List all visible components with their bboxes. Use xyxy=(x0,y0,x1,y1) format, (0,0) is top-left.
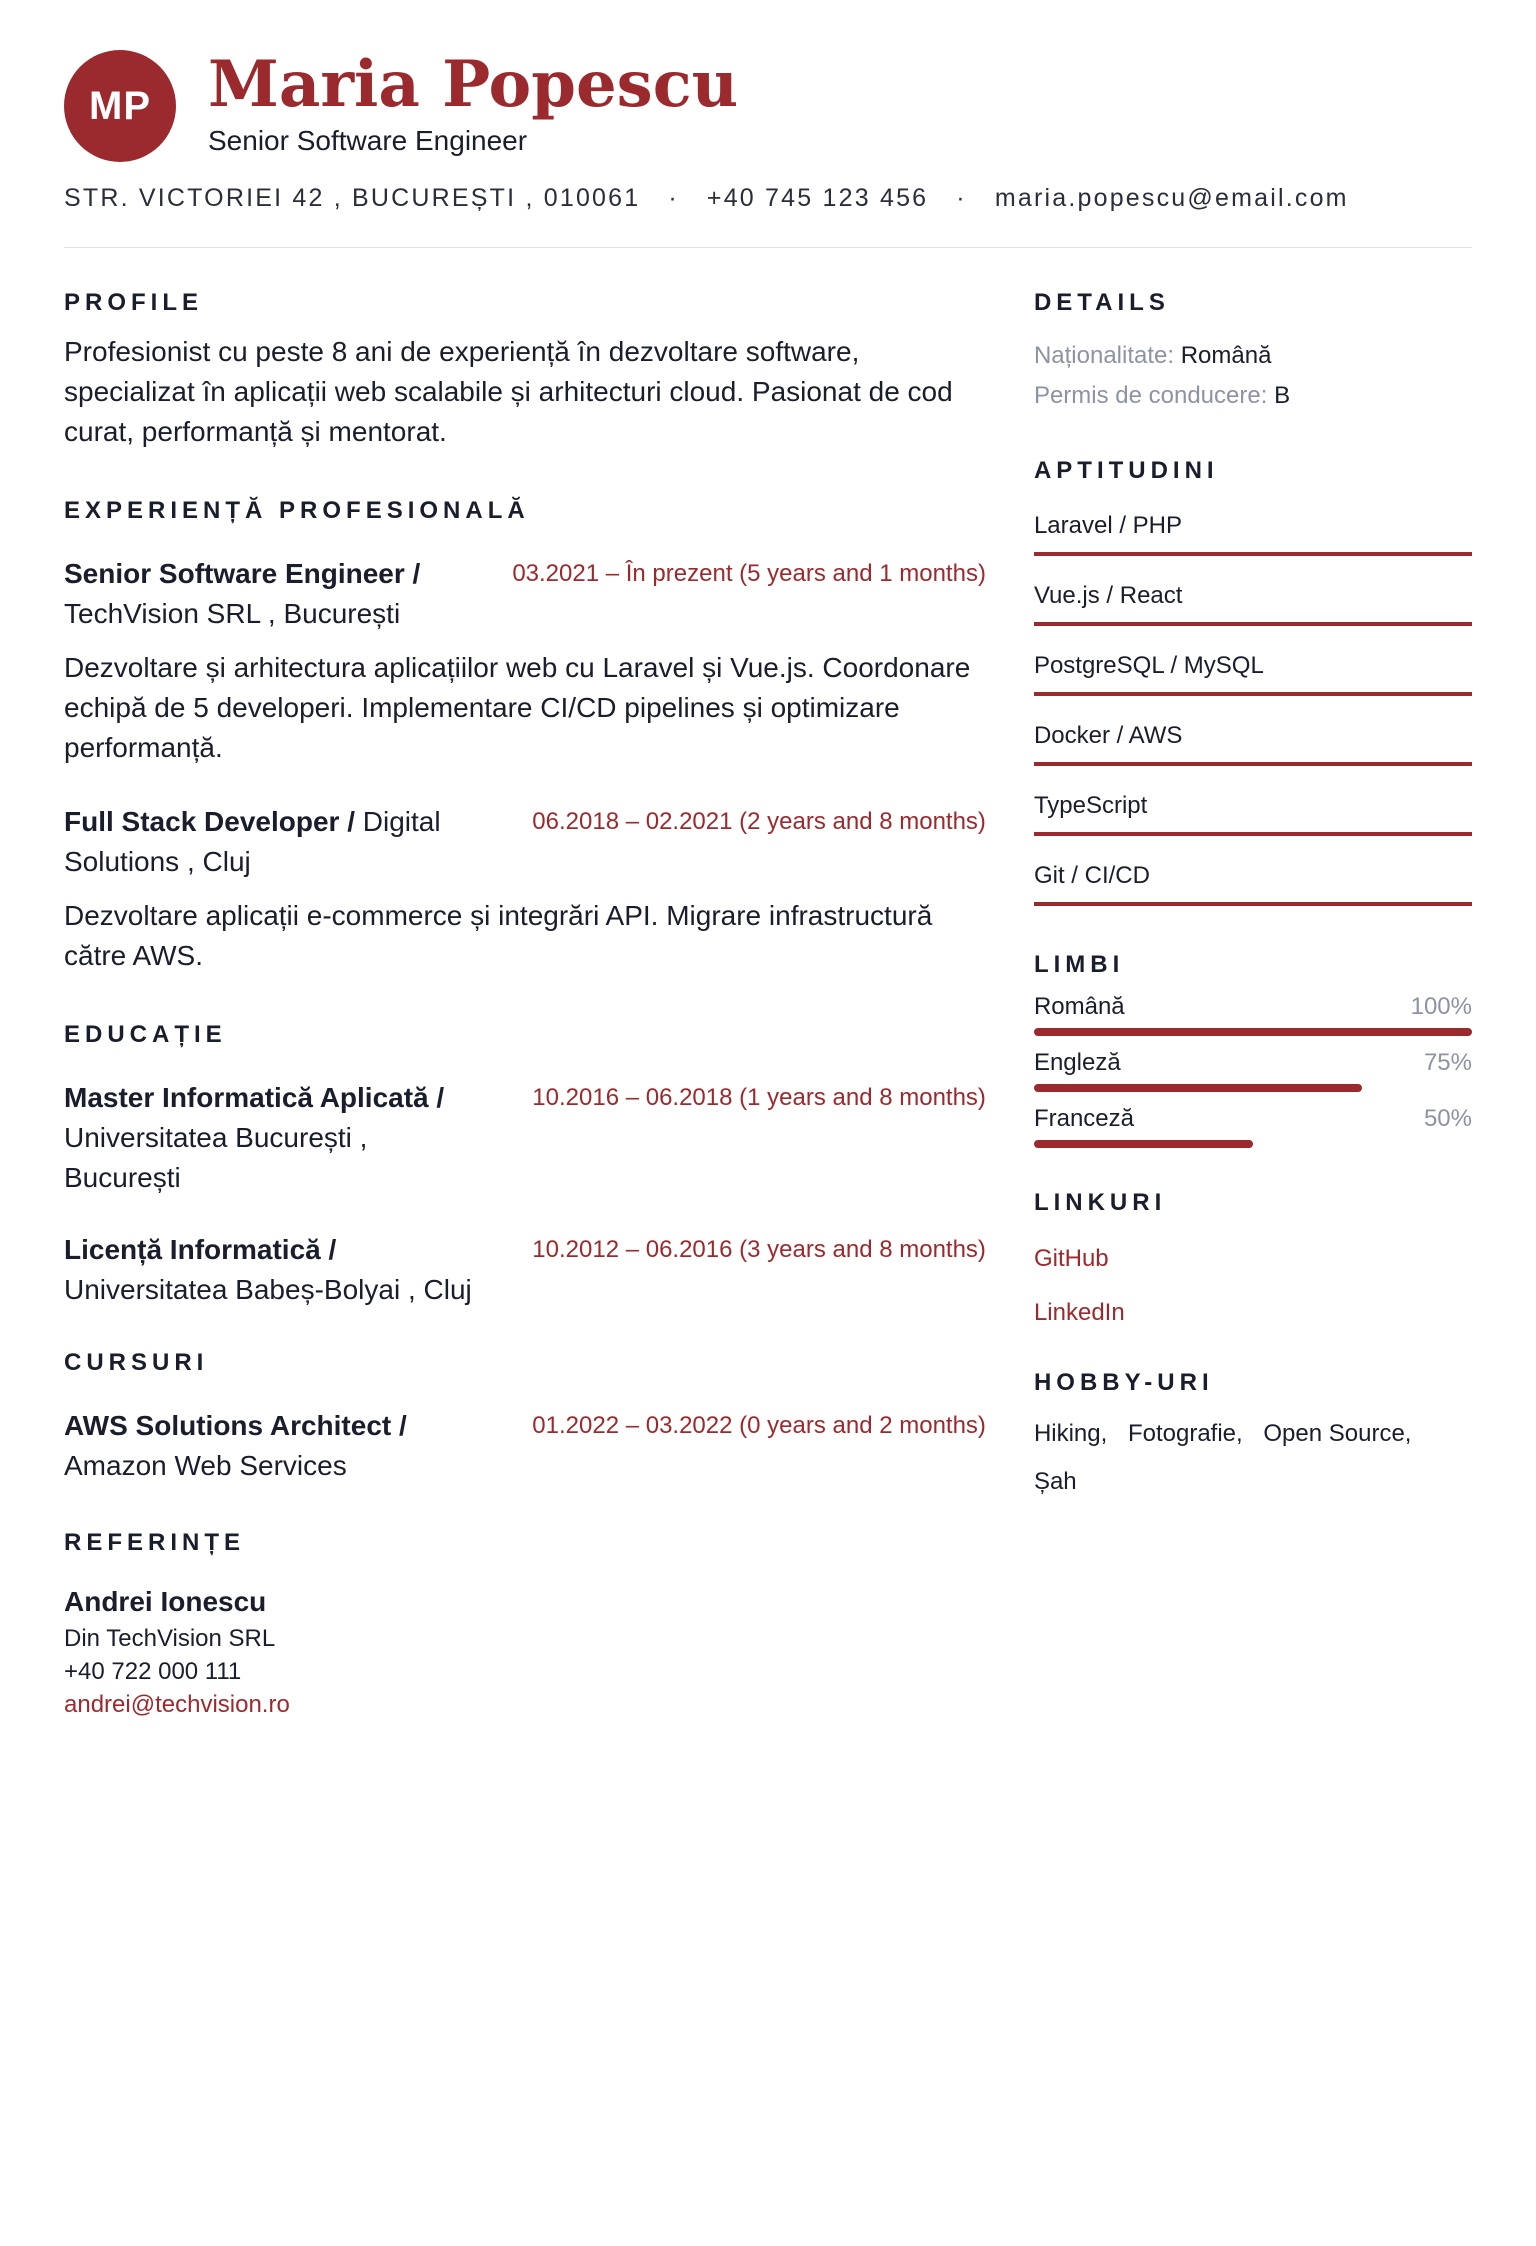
links-section xyxy=(1034,1188,1472,1340)
entry-role: AWS Solutions Architect xyxy=(64,1410,392,1441)
entry-org: TechVision SRL , București xyxy=(64,598,401,629)
entry-slash: / xyxy=(320,1234,337,1265)
links-list xyxy=(1034,1232,1472,1340)
language-percent: 50% xyxy=(1423,1105,1472,1132)
entry-role: Senior Software Engineer xyxy=(64,558,405,589)
education-entry xyxy=(64,1230,986,1310)
avatar-initials: MP xyxy=(89,83,151,128)
skill-underline xyxy=(1034,622,1472,626)
entry-org: Universitatea Babeș-Bolyai , Cluj xyxy=(64,1274,472,1305)
header-divider xyxy=(64,247,1472,248)
language-bar-track xyxy=(1034,1028,1472,1036)
detail-license xyxy=(1034,376,1472,416)
skill-underline xyxy=(1034,902,1472,906)
details-list xyxy=(1034,336,1472,416)
profile-text: Profesionist cu peste 8 ani de experiență în dezvoltare software, specializat în aplicații web scalabile și arhitecturi cloud. Pasionat de cod curat, performanță și mentorat. xyxy=(64,336,953,447)
experience-entry xyxy=(64,802,986,976)
entry-title xyxy=(64,1230,484,1310)
reference-company: Din TechVision SRL xyxy=(64,1625,276,1652)
section-title-education: EDUCAȚIE xyxy=(64,1021,227,1048)
skill-underline xyxy=(1034,832,1472,836)
entry-org: Amazon Web Services xyxy=(64,1450,347,1481)
section-title-hobbies: HOBBY-URI xyxy=(1033,1369,1214,1396)
language-item xyxy=(1034,990,1472,1036)
detail-label: Naționalitate: xyxy=(1033,342,1175,369)
language-percent: 100% xyxy=(1410,993,1472,1020)
skill-underline xyxy=(1034,552,1472,556)
skill-underline xyxy=(1034,692,1472,696)
hobby-item: Open Source, xyxy=(1263,1420,1412,1447)
sidebar-column xyxy=(1034,288,1472,1721)
references-section xyxy=(64,1528,986,1721)
language-name: Engleză xyxy=(1033,1049,1121,1076)
detail-nationality xyxy=(1034,336,1472,376)
contact-email[interactable]: maria.popescu@email.com xyxy=(994,184,1349,212)
skills-section xyxy=(1034,456,1472,906)
contact-line xyxy=(64,184,1472,213)
person-name: Maria Popescu xyxy=(208,47,739,122)
entry-date: 10.2016 – 06.2018 (1 years and 8 months) xyxy=(532,1084,986,1111)
language-item xyxy=(1034,1046,1472,1092)
header-text xyxy=(208,47,739,157)
entry-role: Full Stack Developer xyxy=(64,806,340,837)
entry-description: Dezvoltare și arhitectura aplicațiilor web cu Laravel și Vue.js. Coordonare echipă de 5 developeri. Implementare CI/CD pipelines și optimizare performanță. xyxy=(64,652,971,763)
entry-org: Digital Solutions , Cluj xyxy=(64,806,441,877)
skill-item xyxy=(1034,492,1472,556)
entry-title xyxy=(64,1406,484,1486)
skill-name: Git / CI/CD xyxy=(1033,862,1150,889)
contact-separator: · xyxy=(668,184,679,212)
entry-date: 06.2018 – 02.2021 (2 years and 8 months) xyxy=(532,808,986,835)
skills-list xyxy=(1034,492,1472,906)
entry-org: Universitatea București , București xyxy=(64,1122,368,1193)
language-bar-track xyxy=(1034,1140,1472,1148)
education-section xyxy=(64,1020,986,1310)
details-section xyxy=(1034,288,1472,416)
section-title-profile: PROFILE xyxy=(64,289,204,316)
section-title-skills: APTITUDINI xyxy=(1033,457,1219,484)
section-title-details: DETAILS xyxy=(1033,289,1170,316)
entry-description: Dezvoltare aplicații e-commerce și integrări API. Migrare infrastructură către AWS. xyxy=(64,900,933,971)
language-percent: 75% xyxy=(1423,1049,1472,1076)
section-title-links: LINKURI xyxy=(1033,1189,1167,1216)
entry-title xyxy=(64,802,484,882)
language-bar-fill xyxy=(1034,1140,1253,1148)
link-linkedin[interactable]: LinkedIn xyxy=(1033,1299,1125,1326)
skill-item xyxy=(1034,632,1472,696)
section-title-references: REFERINȚE xyxy=(64,1529,246,1556)
entry-slash: / xyxy=(404,558,421,589)
person-role: Senior Software Engineer xyxy=(208,125,528,156)
entry-slash: / xyxy=(428,1082,445,1113)
hobby-item: Hiking, xyxy=(1033,1420,1108,1447)
resume-header xyxy=(64,47,1472,162)
entry-slash: / xyxy=(339,806,363,837)
entry-title xyxy=(64,1078,464,1198)
reference-phone[interactable]: +40 722 000 111 xyxy=(64,1658,242,1685)
section-title-experience: EXPERIENȚĂ PROFESIONALĂ xyxy=(64,497,530,524)
entry-slash: / xyxy=(391,1410,407,1441)
contact-separator: · xyxy=(956,184,967,212)
skill-name: Vue.js / React xyxy=(1033,582,1183,609)
detail-value: Română xyxy=(1180,342,1272,369)
detail-label: Permis de conducere: xyxy=(1033,382,1268,409)
skill-item xyxy=(1034,842,1472,906)
reference-name: Andrei Ionescu xyxy=(64,1586,267,1617)
courses-section xyxy=(64,1348,986,1486)
entry-date: 10.2012 – 06.2016 (3 years and 8 months) xyxy=(532,1236,986,1263)
education-entry xyxy=(64,1078,986,1198)
contact-address: STR. VICTORIEI 42 , BUCUREȘTI , 010061 xyxy=(64,184,641,212)
entry-role: Licență Informatică xyxy=(64,1234,321,1265)
hobby-item: Fotografie, xyxy=(1127,1420,1243,1447)
entry-title xyxy=(64,554,484,634)
language-name: Română xyxy=(1033,993,1125,1020)
section-title-courses: CURSURI xyxy=(64,1349,209,1376)
language-bar-fill xyxy=(1034,1028,1472,1036)
skill-underline xyxy=(1034,762,1472,766)
skill-item xyxy=(1034,562,1472,626)
skill-name: TypeScript xyxy=(1033,792,1148,819)
skill-name: Laravel / PHP xyxy=(1033,512,1183,539)
contact-phone[interactable]: +40 745 123 456 xyxy=(706,184,929,212)
profile-section xyxy=(64,288,986,452)
language-bar-fill xyxy=(1034,1084,1363,1092)
languages-list xyxy=(1034,990,1472,1148)
entry-date: 01.2022 – 03.2022 (0 years and 2 months) xyxy=(532,1412,986,1439)
section-title-languages: LIMBI xyxy=(1033,951,1125,978)
skill-item xyxy=(1034,772,1472,836)
course-entry xyxy=(64,1406,986,1486)
skill-item xyxy=(1034,702,1472,766)
reference-email[interactable]: andrei@techvision.ro xyxy=(64,1691,290,1718)
link-github[interactable]: GitHub xyxy=(1033,1245,1109,1272)
content-columns xyxy=(64,288,1472,1721)
hobbies-list xyxy=(1034,1410,1472,1506)
main-column xyxy=(64,288,986,1721)
experience-section xyxy=(64,496,986,976)
skill-name: PostgreSQL / MySQL xyxy=(1033,652,1264,679)
languages-section xyxy=(1034,950,1472,1148)
entry-date: 03.2021 – În prezent (5 years and 1 months) xyxy=(512,560,986,587)
entry-role: Master Informatică Aplicată xyxy=(64,1082,429,1113)
avatar xyxy=(64,50,176,162)
hobbies-section xyxy=(1034,1368,1472,1506)
detail-value: B xyxy=(1274,382,1291,409)
skill-name: Docker / AWS xyxy=(1033,722,1183,749)
hobby-item: Șah xyxy=(1033,1468,1077,1495)
language-name: Franceză xyxy=(1033,1105,1134,1132)
experience-entry xyxy=(64,554,986,768)
language-bar-track xyxy=(1034,1084,1472,1092)
language-item xyxy=(1034,1102,1472,1148)
